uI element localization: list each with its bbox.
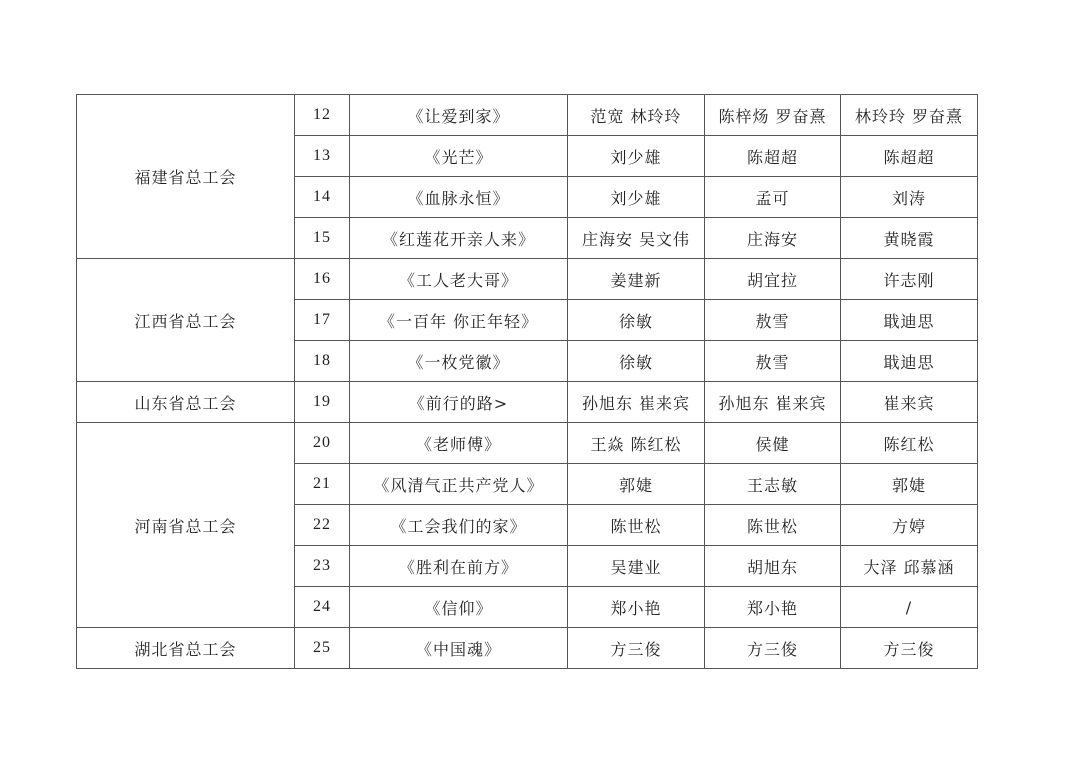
title-cell: 《中国魂》 bbox=[350, 628, 568, 669]
title-cell: 《光芒》 bbox=[350, 136, 568, 177]
col-b-cell: 孙旭东 崔来宾 bbox=[705, 382, 841, 423]
title-cell: 《血脉永恒》 bbox=[350, 177, 568, 218]
col-a-cell: 郭婕 bbox=[568, 464, 705, 505]
col-b-cell: 庄海安 bbox=[705, 218, 841, 259]
table-row bbox=[77, 423, 978, 464]
title-cell: 《一百年 你正年轻》 bbox=[350, 300, 568, 341]
org-cell: 江西省总工会 bbox=[77, 259, 295, 382]
col-a-cell: 郑小艳 bbox=[568, 587, 705, 628]
col-a-cell: 徐敏 bbox=[568, 341, 705, 382]
col-c-cell: 郭婕 bbox=[841, 464, 978, 505]
col-b-cell: 胡旭东 bbox=[705, 546, 841, 587]
title-cell: 《红莲花开亲人来》 bbox=[350, 218, 568, 259]
org-cell: 湖北省总工会 bbox=[77, 628, 295, 669]
title-cell: 《工会我们的家》 bbox=[350, 505, 568, 546]
col-b-cell: 陈梓炀 罗奋熹 bbox=[705, 95, 841, 136]
col-a-cell: 姜建新 bbox=[568, 259, 705, 300]
number-cell: 19 bbox=[295, 382, 350, 423]
col-c-cell: 许志刚 bbox=[841, 259, 978, 300]
number-cell: 15 bbox=[295, 218, 350, 259]
col-c-cell: 大泽 邱慕涵 bbox=[841, 546, 978, 587]
col-a-cell: 王焱 陈红松 bbox=[568, 423, 705, 464]
col-c-cell: 戢迪思 bbox=[841, 341, 978, 382]
col-c-cell: 戢迪思 bbox=[841, 300, 978, 341]
col-c-cell: 刘涛 bbox=[841, 177, 978, 218]
col-c-cell: 黄晓霞 bbox=[841, 218, 978, 259]
col-b-cell: 侯健 bbox=[705, 423, 841, 464]
col-a-cell: 陈世松 bbox=[568, 505, 705, 546]
title-cell: 《前行的路> bbox=[350, 382, 568, 423]
title-cell: 《一枚党徽》 bbox=[350, 341, 568, 382]
number-cell: 20 bbox=[295, 423, 350, 464]
number-cell: 17 bbox=[295, 300, 350, 341]
award-table bbox=[76, 94, 978, 669]
col-b-cell: 胡宜拉 bbox=[705, 259, 841, 300]
title-cell: 《让爱到家》 bbox=[350, 95, 568, 136]
col-c-cell: 方婷 bbox=[841, 505, 978, 546]
col-b-cell: 郑小艳 bbox=[705, 587, 841, 628]
col-a-cell: 刘少雄 bbox=[568, 177, 705, 218]
title-cell: 《老师傅》 bbox=[350, 423, 568, 464]
number-cell: 24 bbox=[295, 587, 350, 628]
col-c-cell: 方三俊 bbox=[841, 628, 978, 669]
table-row bbox=[77, 259, 978, 300]
col-c-cell: 崔来宾 bbox=[841, 382, 978, 423]
number-cell: 25 bbox=[295, 628, 350, 669]
number-cell: 21 bbox=[295, 464, 350, 505]
table-row bbox=[77, 382, 978, 423]
table-row bbox=[77, 95, 978, 136]
col-b-cell: 王志敏 bbox=[705, 464, 841, 505]
title-cell: 《信仰》 bbox=[350, 587, 568, 628]
title-cell: 《胜利在前方》 bbox=[350, 546, 568, 587]
col-b-cell: 方三俊 bbox=[705, 628, 841, 669]
number-cell: 13 bbox=[295, 136, 350, 177]
col-a-cell: 刘少雄 bbox=[568, 136, 705, 177]
title-cell: 《风清气正共产党人》 bbox=[350, 464, 568, 505]
number-cell: 22 bbox=[295, 505, 350, 546]
title-cell: 《工人老大哥》 bbox=[350, 259, 568, 300]
col-c-cell: 陈红松 bbox=[841, 423, 978, 464]
award-table-body bbox=[77, 95, 978, 669]
table-row bbox=[77, 628, 978, 669]
col-b-cell: 孟可 bbox=[705, 177, 841, 218]
org-cell: 福建省总工会 bbox=[77, 95, 295, 259]
number-cell: 14 bbox=[295, 177, 350, 218]
col-a-cell: 吴建业 bbox=[568, 546, 705, 587]
org-cell: 山东省总工会 bbox=[77, 382, 295, 423]
number-cell: 18 bbox=[295, 341, 350, 382]
org-cell: 河南省总工会 bbox=[77, 423, 295, 628]
col-b-cell: 敖雪 bbox=[705, 341, 841, 382]
col-a-cell: 方三俊 bbox=[568, 628, 705, 669]
col-c-cell: 陈超超 bbox=[841, 136, 978, 177]
col-a-cell: 范宽 林玲玲 bbox=[568, 95, 705, 136]
col-a-cell: 徐敏 bbox=[568, 300, 705, 341]
number-cell: 16 bbox=[295, 259, 350, 300]
col-c-cell: / bbox=[841, 587, 978, 628]
number-cell: 23 bbox=[295, 546, 350, 587]
col-b-cell: 陈超超 bbox=[705, 136, 841, 177]
col-b-cell: 陈世松 bbox=[705, 505, 841, 546]
col-c-cell: 林玲玲 罗奋熹 bbox=[841, 95, 978, 136]
number-cell: 12 bbox=[295, 95, 350, 136]
col-a-cell: 庄海安 吴文伟 bbox=[568, 218, 705, 259]
col-a-cell: 孙旭东 崔来宾 bbox=[568, 382, 705, 423]
col-b-cell: 敖雪 bbox=[705, 300, 841, 341]
